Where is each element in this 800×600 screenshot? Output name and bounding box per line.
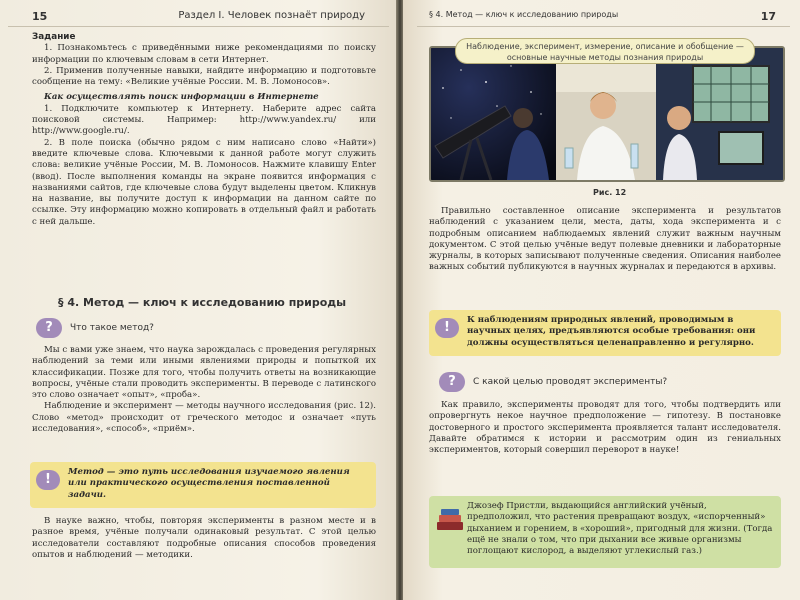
question-text: С какой целью проводят эксперименты? [473,377,668,387]
paragraph: Наблюдение и эксперимент — методы научного исследования (рис. 12). Слово «метод» происходит от греческого методос и означает «путь исследования», «способ», «приём». [32,401,376,435]
paragraph: Правильно составленное описание эксперимента и результатов наблюдений с указанием цели, места, даты, хода эксперимента и с подробным описанием наблюдаемых явлений служит важным научным документом. С этой целью учёные ведут полевые дневники и лабораторные журналы, в которых записывают полученные сведения. Описания наиболее важных событий публикуются в научных журналах и передаются в архивы. [429,206,781,273]
priestley-box [429,496,781,568]
question-row [439,372,667,392]
closing-text [32,516,376,561]
exclamation-icon: ! [435,318,459,338]
left-header-title: Раздел I. Человек познаёт природу [178,10,365,21]
howto-item: 1. Подключите компьютер к Интернету. Наберите адрес сайта поисковой системы. Например: http://www.yandex.ru/ или http://www.google.ru/. [32,103,376,137]
experiment-text [429,400,781,456]
task-heading: Задание [32,32,76,42]
methods-banner: Наблюдение, эксперимент, измерение, описание и обобщение — основные научные методы познания природы [455,38,755,64]
figure-12-photo [429,46,785,182]
priestley-text: Джозеф Пристли, выдающийся английский учёный, предположил, что растения превращают воздух, «испорченный» дыханием и горением, в «хороший», пригодный для жизни. (Тогда ещё не знали о том, что при дыхании все живые организмы поглощают кислород, а выделяют углекислый газ.) [467,501,773,557]
definition-text: Метод — это путь исследования изучаемого явления или практического осуществления поставленной задачи. [68,467,350,500]
description-text [429,206,781,274]
figure-12-illustration [431,48,783,180]
task-item: 1. Познакомьтесь с приведёнными ниже рекомендациями по поиску информации по ключевым словам в сети Интернет. [32,43,376,65]
left-page-number: 15 [32,10,48,23]
right-header-title: § 4. Метод — ключ к исследованию природы [429,10,619,19]
howto-item: 2. В поле поиска (обычно рядом с ним написано слово «Найти») введите ключевые слова. Ключевыми к данной работе могут служить слова: великие учёные России, М. В. Ломоносов. Нажмите клавишу Enter (ввод). После выполнения команды на экране появится информация с названиями сайтов, где ключевые слова будут выделены цветом. Кликнув на название, вы получите доступ к информации на данном сайте по ссылке. Эту информацию можно копировать в отдельный файл и работать с ней дальше. [32,137,376,227]
exclamation-icon: ! [36,470,60,490]
question-mark-icon: ? [439,372,465,392]
howto-heading: Как осуществлять поиск информации в Интернете [44,92,319,103]
left-page-header [8,6,389,27]
question-text: Что такое метод? [70,323,154,333]
observation-note-text: К наблюдениям природных явлений, проводимым в научных целях, предъявляются особые требования: они должны осуществляться целенаправленно и регулярно. [467,315,756,348]
paragraph: В науке важно, чтобы, повторяя эксперименты в разном месте и в разное время, учёные получали одинаковый результат. С этой целью исследователи составляют подробные описания способов проведения опытов и наблюдений — методики. [32,516,376,560]
right-page [403,0,800,600]
question-row [36,318,154,338]
right-page-header [417,6,790,27]
question-mark-icon: ? [36,318,62,338]
right-page-number: 17 [760,10,776,23]
left-page [0,0,397,600]
task-block [32,32,376,228]
section-title: § 4. Метод — ключ к исследованию природы [58,296,347,309]
paragraph: Как правило, эксперименты проводят для того, чтобы подтвердить или опровергнуть некое научное предположение — гипотезу. В постановке достоверного и простого эксперимента проявляется талант исследователя. Давайте обратимся к истории и рассмотрим один из гениальных экспериментов, который совершил переворот в науке! [429,400,781,456]
paragraph: Мы с вами уже знаем, что наука зарождалась с проведения регулярных наблюдений за теми или иными явлениями природы и попыткой их классификации. Позже для того, чтобы получить ответы на возникающие вопросы, учёные стали проводить эксперименты. В переводе с латинского это слово означает «опыт», «проба». [32,345,376,401]
books-icon [435,506,465,534]
method-text [32,345,376,435]
definition-box [30,462,376,508]
observation-note-box [429,310,781,356]
figure-caption: Рис. 12 [593,188,627,197]
task-item: 2. Применив полученные навыки, найдите информацию и подготовьте сообщение на тему: «Великие учёные России. М. В. Ломоносов». [32,65,376,88]
